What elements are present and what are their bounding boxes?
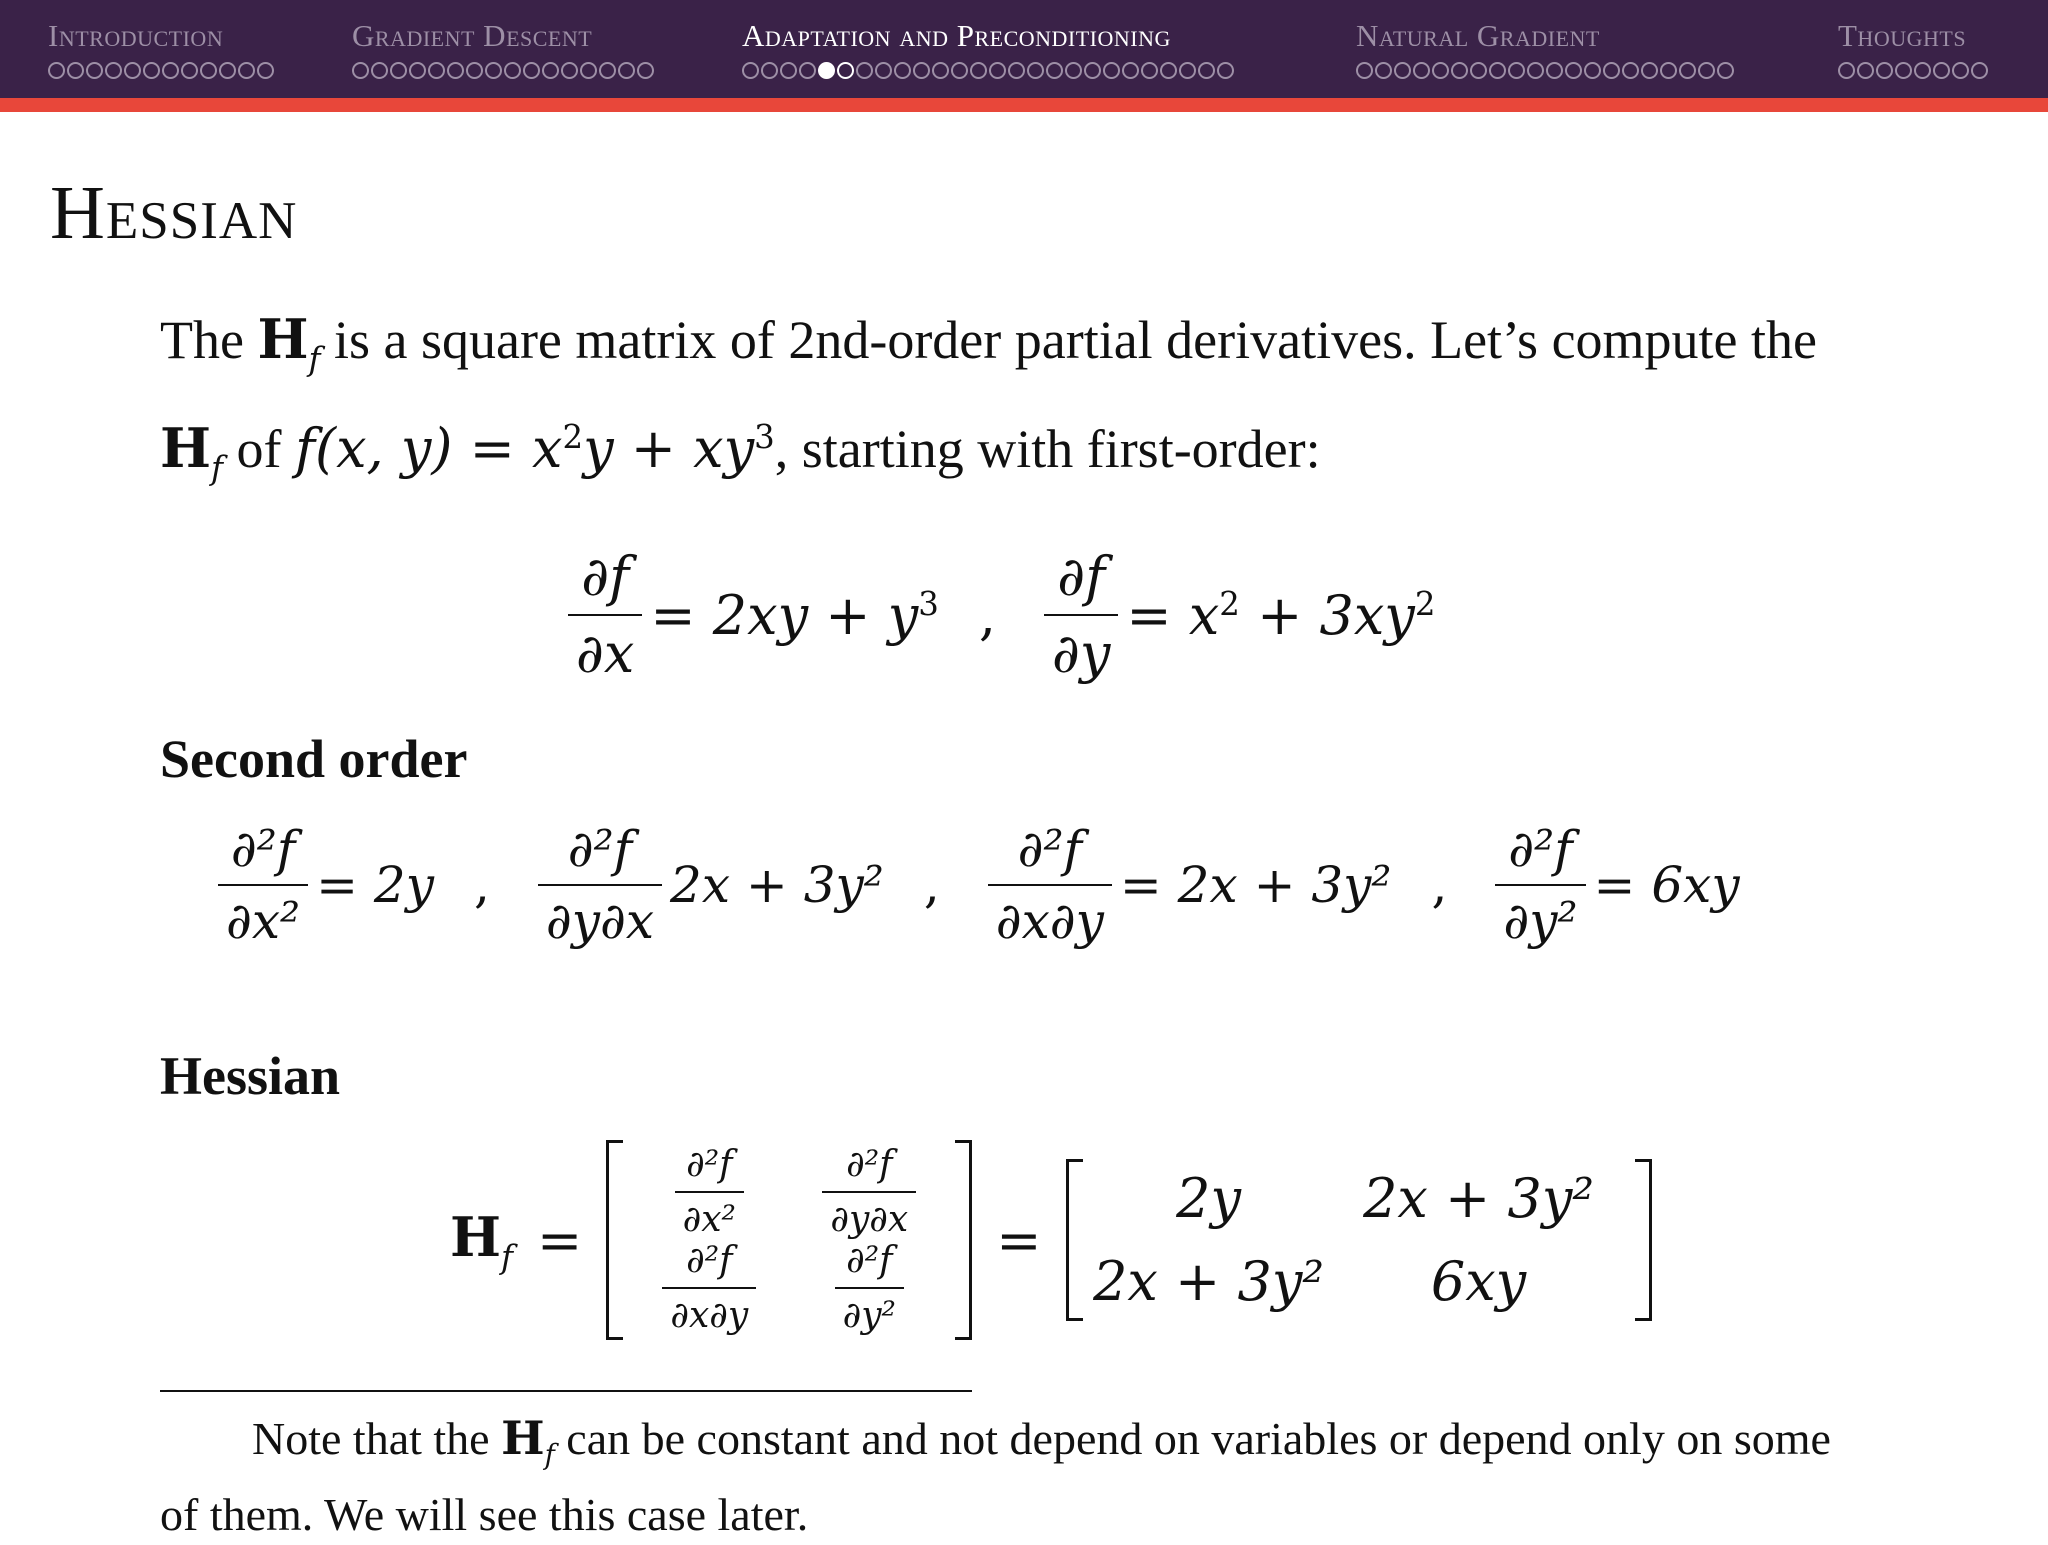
partial-fraction: $\frac{\text{∂²f}}{\partial x\partial y}$	[662, 1240, 756, 1336]
slide-dot[interactable]	[761, 62, 778, 79]
nav-section-label[interactable]: Natural Gradient	[1356, 18, 1600, 53]
matrix-entry: 2x + 3y²	[1363, 1167, 1594, 1230]
nav-section[interactable]	[48, 18, 276, 82]
nav-section[interactable]	[1356, 18, 1736, 82]
slide-dot[interactable]	[1565, 62, 1582, 79]
nav-section-dots	[352, 62, 656, 82]
left-bracket	[606, 1140, 623, 1340]
slide-dot[interactable]	[970, 62, 987, 79]
header-accent-line	[0, 98, 2048, 112]
right-bracket	[955, 1140, 972, 1340]
slide-dot[interactable]	[875, 62, 892, 79]
slide-dot[interactable]	[951, 62, 968, 79]
nav-section-label[interactable]: Introduction	[48, 18, 224, 53]
partial-fraction: $\frac{\text{∂²f}}{\partial y\partial x}$	[538, 820, 662, 950]
nav-section-dots	[742, 62, 1236, 82]
slide-dot[interactable]	[1413, 62, 1430, 79]
slide-dot[interactable]	[428, 62, 445, 79]
slide-dot[interactable]	[1356, 62, 1373, 79]
slide-dot[interactable]	[1717, 62, 1734, 79]
slide-dot[interactable]	[1914, 62, 1931, 79]
slide-dot[interactable]	[352, 62, 369, 79]
derivative-expression: = 6xy	[1593, 856, 1740, 914]
slide-dot[interactable]	[542, 62, 559, 79]
slide-dot[interactable]	[523, 62, 540, 79]
slide-dot[interactable]	[1603, 62, 1620, 79]
slide-dot[interactable]	[1952, 62, 1969, 79]
partial-fraction: $\frac{\partial f}{\partial y}$	[1044, 545, 1118, 685]
partial-fraction: $\frac{\text{∂²f}}{\text{∂x²}}$	[675, 1144, 744, 1240]
nav-section-dots	[48, 62, 276, 82]
slide-dot[interactable]	[200, 62, 217, 79]
hessian-lhs: $H_f$	[450, 1204, 514, 1276]
slide-dot[interactable]	[1084, 62, 1101, 79]
slide-dot[interactable]	[1451, 62, 1468, 79]
slide-dot[interactable]	[799, 62, 816, 79]
second-order-heading: Second order	[160, 729, 468, 789]
nav-section-label[interactable]: Adaptation and Preconditioning	[742, 18, 1171, 53]
first-order-equations: $\frac{\partial f}{\partial x}$ = $2xy + y^3$ , $\frac{\partial f}{\partial y}$ = $x^2 + 3xy^2$	[560, 545, 1435, 685]
partial-fraction: $\frac{\text{∂²f}}{\partial y\partial x}$	[822, 1144, 916, 1240]
partial-fraction: $\frac{\partial f}{\partial x}$	[568, 545, 642, 685]
nav-section[interactable]	[1838, 18, 1990, 82]
slide-dot[interactable]	[466, 62, 483, 79]
slide-dot[interactable]	[1857, 62, 1874, 79]
slide-dot[interactable]	[219, 62, 236, 79]
function-definition: f(x, y) = x	[295, 416, 563, 480]
hessian-symbol: H	[257, 307, 309, 371]
slide-dot[interactable]	[1008, 62, 1025, 79]
hessian-equation: $H_f$ = $\frac{\text{∂²f}}{\text{∂x²}}$ $\frac{\text{∂²f}}{\partial y\partial x}$ $\frac{\text{∂²f}}{\partial x\partial y}$ $\frac{\text{∂²f}}{\text{∂y²}}$ = 2y 2x + 3y² 2x + 3y² 6xy	[450, 1140, 1652, 1340]
slide-dot[interactable]	[989, 62, 1006, 79]
partial-fraction: $\frac{\text{∂²f}}{\text{∂x²}}$	[218, 820, 308, 950]
slide-dot[interactable]	[1876, 62, 1893, 79]
slide-dot[interactable]	[856, 62, 873, 79]
slide-dot[interactable]	[894, 62, 911, 79]
slide-dot[interactable]	[447, 62, 464, 79]
slide-dot[interactable]	[1065, 62, 1082, 79]
slide-dot[interactable]	[1527, 62, 1544, 79]
slide-dot[interactable]	[1179, 62, 1196, 79]
slide-dot[interactable]	[105, 62, 122, 79]
partial-fraction: $\frac{\text{∂²f}}{\partial x\partial y}$	[988, 820, 1112, 950]
footnote-rule	[160, 1390, 972, 1392]
slide-dot[interactable]	[1198, 62, 1215, 79]
slide-dot[interactable]	[257, 62, 274, 79]
slide-dot[interactable]	[143, 62, 160, 79]
derivative-expression: 2x + 3y²	[670, 856, 884, 914]
slide-dot[interactable]	[1933, 62, 1950, 79]
nav-section-label[interactable]: Gradient Descent	[352, 18, 593, 53]
slide-dot[interactable]	[561, 62, 578, 79]
matrix-entry: 2y	[1176, 1167, 1241, 1230]
matrix-entry: 6xy	[1430, 1250, 1527, 1313]
intro-paragraph: The $H_f$ is a square matrix of 2nd-order partial derivatives. Let’s compute the $H_f$ of f(x, $y) = x^2y + xy^3$, starting with first-order:	[160, 307, 1817, 487]
slide-dot[interactable]	[86, 62, 103, 79]
slide-dot[interactable]	[1971, 62, 1988, 79]
derivative-expression: = 2y	[316, 856, 434, 914]
evaluated-hessian-matrix	[1066, 1159, 1652, 1321]
slide-dot[interactable]	[913, 62, 930, 79]
slide-dot[interactable]	[780, 62, 797, 79]
slide-dot[interactable]	[48, 62, 65, 79]
slide-title: Hessian	[50, 171, 298, 255]
slide-dot[interactable]	[1641, 62, 1658, 79]
hessian-symbol: H	[160, 415, 212, 480]
slide-dot[interactable]	[1160, 62, 1177, 79]
partial-fraction: $\frac{\text{∂²f}}{\text{∂y²}}$	[1495, 820, 1585, 950]
second-order-equations: $\frac{\text{∂²f}}{\text{∂x²}}$ = 2y , $\frac{\text{∂²f}}{\partial y\partial x}$ 2x + 3y² , $\frac{\text{∂²f}}{\partial x\partial y}$ = 2x + 3y² , $\frac{\text{∂²f}}{\text{∂y²}}$ = 6xy	[210, 820, 1740, 950]
slide-dot[interactable]	[1122, 62, 1139, 79]
footnote: Note that the $H_f$ can be constant and not depend on variables or depend only on some of them. We will see this case later.	[160, 1411, 1831, 1541]
nav-section[interactable]	[352, 18, 656, 82]
slide-dot[interactable]	[1432, 62, 1449, 79]
slide-dot[interactable]	[1489, 62, 1506, 79]
slide-dot[interactable]	[390, 62, 407, 79]
nav-section[interactable]	[742, 18, 1236, 82]
slide-dot[interactable]	[1660, 62, 1677, 79]
slide-dot[interactable]	[1394, 62, 1411, 79]
slide-dot[interactable]	[67, 62, 84, 79]
slide-dot[interactable]	[1217, 62, 1234, 79]
partial-fraction: $\frac{\text{∂²f}}{\text{∂y²}}$	[835, 1240, 904, 1336]
nav-section-dots	[1356, 62, 1736, 82]
derivative-expression: = $x^2 + 3xy^2$	[1126, 583, 1436, 647]
slide-dot[interactable]	[1375, 62, 1392, 79]
slide-dot[interactable]	[837, 62, 854, 79]
nav-section-label[interactable]: Thoughts	[1838, 18, 1967, 53]
slide-dot[interactable]	[1046, 62, 1063, 79]
slide-dot[interactable]	[162, 62, 179, 79]
slide-dot[interactable]	[1698, 62, 1715, 79]
slide-dot[interactable]	[618, 62, 635, 79]
slide-dot[interactable]	[1838, 62, 1855, 79]
hessian-symbol: H	[501, 1411, 545, 1465]
slide-dot[interactable]	[1584, 62, 1601, 79]
right-bracket	[1635, 1159, 1652, 1321]
slide-dot[interactable]	[1470, 62, 1487, 79]
slide-dot[interactable]	[1027, 62, 1044, 79]
slide-dot[interactable]	[1895, 62, 1912, 79]
slide-dot[interactable]	[1141, 62, 1158, 79]
slide-dot[interactable]	[181, 62, 198, 79]
hessian-heading: Hessian	[160, 1046, 341, 1106]
slide-dot[interactable]	[1546, 62, 1563, 79]
slide-dot[interactable]	[1679, 62, 1696, 79]
slide-dot[interactable]	[1508, 62, 1525, 79]
derivative-expression: = $2xy + y^3$	[650, 583, 939, 647]
slide-dot[interactable]	[580, 62, 597, 79]
slide-dot[interactable]	[932, 62, 949, 79]
slide-dot[interactable]	[485, 62, 502, 79]
slide-dot[interactable]	[371, 62, 388, 79]
slide-dot[interactable]	[637, 62, 654, 79]
nav-section-dots	[1838, 62, 1990, 82]
slide-dot[interactable]	[409, 62, 426, 79]
matrix-entry: 2x + 3y²	[1093, 1250, 1324, 1313]
slide-dot[interactable]	[599, 62, 616, 79]
slide-dot[interactable]	[124, 62, 141, 79]
slide-dot[interactable]	[1103, 62, 1120, 79]
slide-dot[interactable]	[504, 62, 521, 79]
slide-dot[interactable]	[818, 62, 835, 79]
slide-dot[interactable]	[238, 62, 255, 79]
derivative-expression: = 2x + 3y²	[1119, 856, 1392, 914]
slide-dot[interactable]	[742, 62, 759, 79]
symbolic-hessian-matrix	[606, 1140, 972, 1340]
left-bracket	[1066, 1159, 1083, 1321]
slide-dot[interactable]	[1622, 62, 1639, 79]
